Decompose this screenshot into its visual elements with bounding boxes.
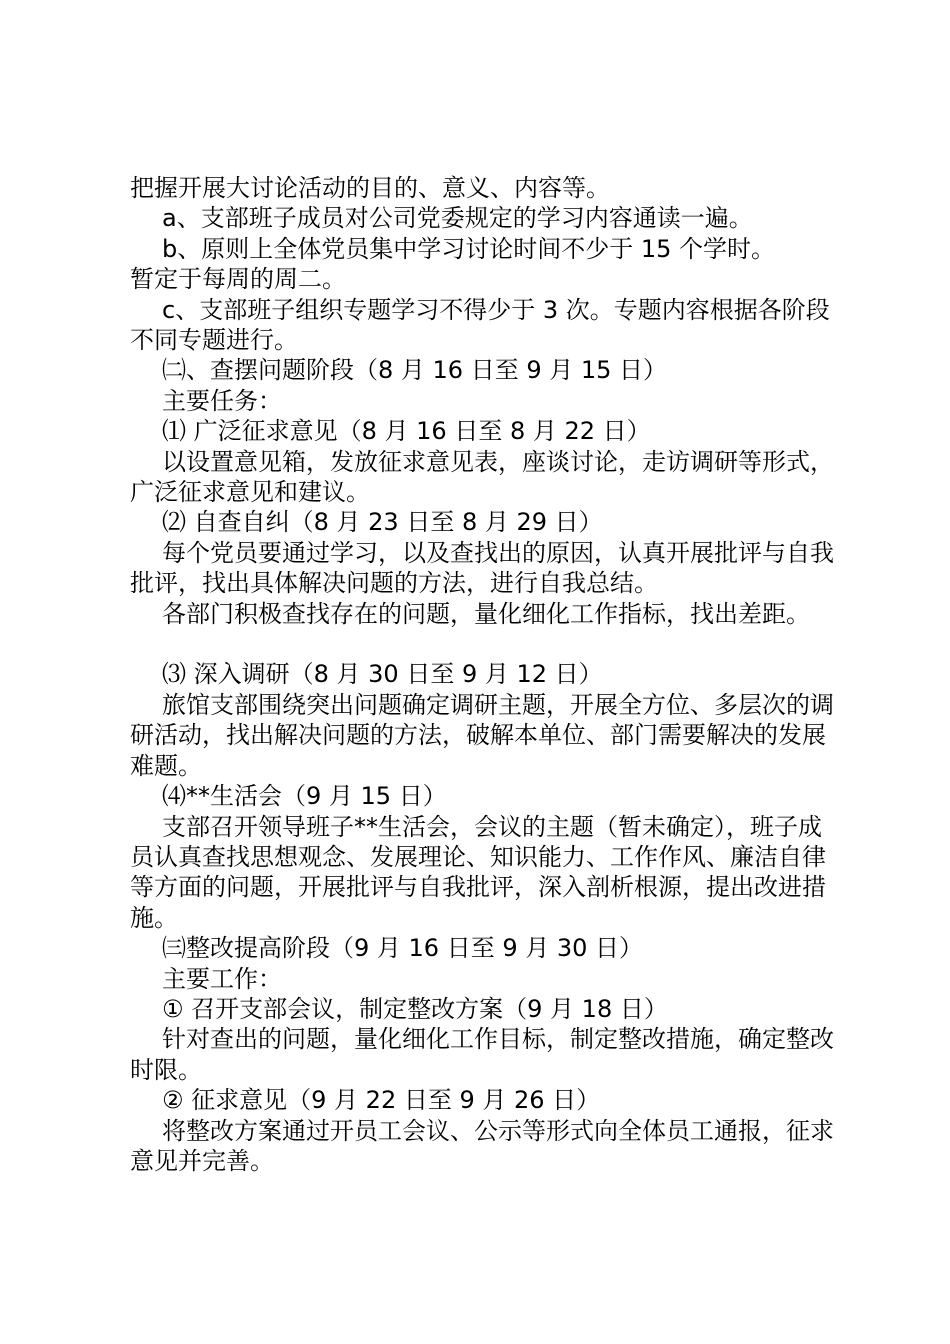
paragraph-item-b: b、原则上全体党员集中学习讨论时间不少于 15 个学时。 <box>162 234 776 263</box>
subheading-1: ⑴ 广泛征求意见（8 月 16 日至 8 月 22 日） <box>162 417 651 446</box>
paragraph-body: 旅馆支部围绕突出问题确定调研主题，开展全方位、多层次的调研活动，找出解决问题的方法，破解本单位、部门需要解决的发展难题。 <box>130 690 834 780</box>
paragraph-body: 支部召开领导班子**生活会，会议的主题（暂未确定），班子成员认真查找思想观念、发展理论、知识能力、工作作风、廉洁自律等方面的问题，开展批评与自我批评，深入剖析根源，提出改进措施。 <box>130 812 826 932</box>
paragraph-body: 以设置意见箱，发放征求意见表，座谈讨论，走访调研等形式，广泛征求意见和建议。 <box>130 447 834 507</box>
subheading-4: ⑷**生活会（9 月 15 日） <box>162 782 447 811</box>
paragraph-body: 将整改方案通过开员工会议、公示等形式向全体员工通报，征求意见并完善。 <box>130 1116 834 1175</box>
paragraph-body: 针对查出的问题，量化细化工作目标，制定整改措施，确定整改时限。 <box>130 1025 834 1084</box>
subheading-2: ⑵ 自查自纠（8 月 23 日至 8 月 29 日） <box>162 508 603 537</box>
blank-line <box>130 629 842 659</box>
subheading-3: ⑶ 深入调研（8 月 30 日至 9 月 12 日） <box>162 660 603 689</box>
paragraph-body: 各部门积极查找存在的问题，量化细化工作指标，找出差距。 <box>162 599 810 628</box>
document-body <box>130 173 842 1176</box>
paragraph-schedule-note: 暂定于每周的周二。 <box>130 265 346 294</box>
paragraph-item-a: a、支部班子成员对公司党委规定的学习内容通读一遍。 <box>162 204 753 233</box>
paragraph-item-c: c、支部班子组织专题学习不得少于 3 次。专题内容根据各阶段不同专题进行。 <box>130 295 830 355</box>
section-tasks-label: 主要任务： <box>162 386 282 415</box>
subheading-circled-2: ② 征求意见（9 月 22 日至 9 月 26 日） <box>162 1086 601 1115</box>
section-work-label: 主要工作： <box>162 964 282 993</box>
paragraph-body: 每个党员要通过学习，以及查找出的原因，认真开展批评与自我批评，找出具体解决问题的方法，进行自我总结。 <box>130 538 834 598</box>
subheading-circled-1: ① 召开支部会议，制定整改方案（9 月 18 日） <box>162 994 668 1023</box>
paragraph-intro: 把握开展大讨论活动的目的、意义、内容等。 <box>130 174 610 202</box>
section-heading-3: ㈢整改提高阶段（9 月 16 日至 9 月 30 日） <box>162 934 644 963</box>
section-heading-2: ㈡、查摆问题阶段（8 月 16 日至 9 月 15 日） <box>162 356 668 385</box>
